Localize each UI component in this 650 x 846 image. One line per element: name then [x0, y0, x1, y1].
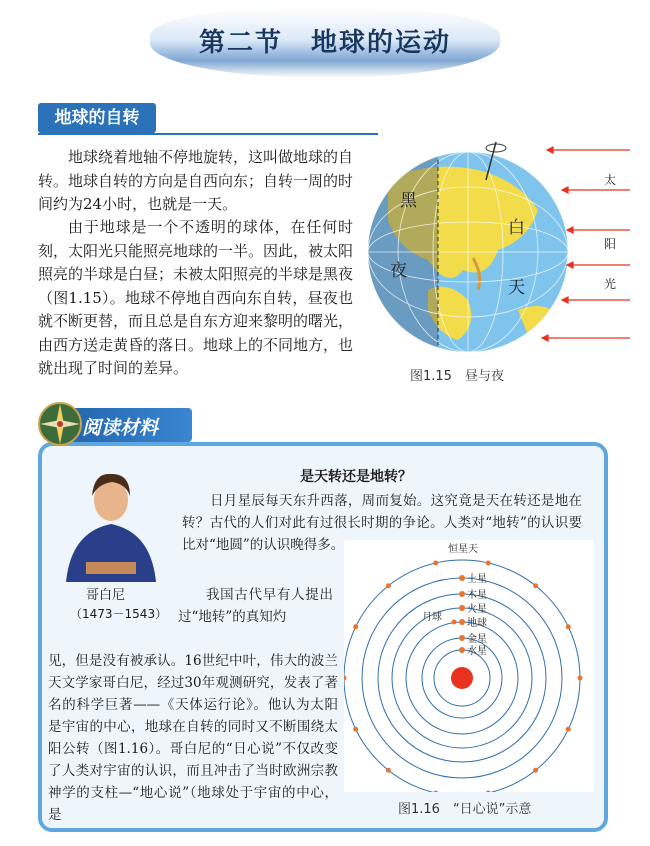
planet — [459, 635, 465, 641]
fixed-star — [566, 624, 571, 629]
fixed-star — [533, 768, 538, 773]
label-sun-2: 阳 — [604, 237, 617, 251]
fixed-star — [353, 624, 358, 629]
compass-rose-icon — [36, 400, 84, 448]
fixed-star — [533, 583, 538, 588]
planet — [459, 575, 465, 581]
reading-paragraph-2: 我国古代早有人提出过“地转”的真知灼 — [178, 587, 333, 625]
story-title: 是天转还是地转？ — [300, 469, 412, 485]
label-sun-3: 光 — [604, 277, 617, 291]
planet-label: 火星 — [467, 604, 487, 615]
label-day-2: 天 — [508, 278, 525, 298]
planet-label: 地球 — [467, 618, 487, 629]
section-divider — [38, 133, 378, 135]
fixed-star — [386, 768, 391, 773]
label-sun-1: 太 — [604, 173, 617, 187]
person-name: 哥白尼 — [86, 588, 126, 603]
planet-label: 土星 — [467, 574, 487, 585]
fixed-star — [353, 727, 358, 732]
day-night-globe-figure — [368, 140, 638, 365]
fixed-star-sphere-label: 恒星天 — [448, 544, 478, 555]
reading-title: 阅读材料 — [82, 417, 159, 439]
planet-label: 金星 — [467, 634, 487, 645]
planet — [459, 619, 465, 625]
reading-paragraph-1: 日月星辰每天东升西落，周而复始。这究竟是天在转还是地在转？古代的人们对此有过很长时期的争论。人类对“地转”的认识要比对“地圆”的认识晚得多。 — [182, 493, 582, 553]
figure-caption-1-15: 图1.15 昼与夜 — [410, 369, 504, 384]
fixed-star — [386, 583, 391, 588]
label-night-1: 黑 — [400, 191, 417, 211]
reading-paragraph-3: 见，但是没有被承认。16世纪中叶，伟大的波兰天文学家哥白尼，经过30年观测研究，发表了著名的科学巨著——《天体运行论》。他认为太阳是宇宙的中心，地球在自转的同时又不断围绕太阳公转（图1.16）。哥白尼的“日心说”不仅改变了人类对宇宙的认识，而且冲击了当时欧洲宗教神学的支柱—“地心说”（地球处于宇宙的中心，是 — [48, 653, 338, 823]
person-years: （1473－1543） — [70, 607, 168, 621]
planet — [459, 591, 465, 597]
planet — [459, 647, 465, 653]
figure-caption-1-16: 图1.16 “日心说”示意 — [398, 802, 532, 817]
page-title: 第二节 地球的运动 — [198, 28, 451, 58]
fixed-star — [578, 676, 583, 681]
planet — [459, 605, 465, 611]
heliocentric-diagram — [344, 540, 594, 792]
paragraph-rotation: 地球绕着地轴不停地旋转，这叫做地球的自转。地球自转的方向是自西向东；自转一周的时间约为24小时，也就是一天。 — [38, 148, 354, 213]
fixed-star — [486, 560, 491, 565]
moon — [452, 620, 457, 625]
moon-label: 月球 — [422, 612, 442, 623]
paragraph-day-night: 由于地球是一个不透明的球体，在任何时刻，太阳光只能照亮地球的一半。因此，被太阳照亮的半球是白昼；未被太阳照亮的半球是黑夜（图1.15）。地球不停地自西向东自转，昼夜也就不断更替，而且总是自东方迎来黎明的曙光，由西方送走黄昏的落日。地球上的不同地方，也就出现了时间的差异。 — [38, 218, 354, 377]
planet-label: 水星 — [467, 646, 487, 657]
fixed-star — [566, 727, 571, 732]
sun — [451, 667, 473, 689]
label-night-2: 夜 — [390, 261, 407, 281]
planet-label: 木星 — [467, 590, 487, 601]
label-day-1: 白 — [508, 218, 525, 238]
fixed-star — [433, 560, 438, 565]
section-heading: 地球的自转 — [38, 103, 156, 133]
copernicus-portrait — [56, 462, 166, 582]
